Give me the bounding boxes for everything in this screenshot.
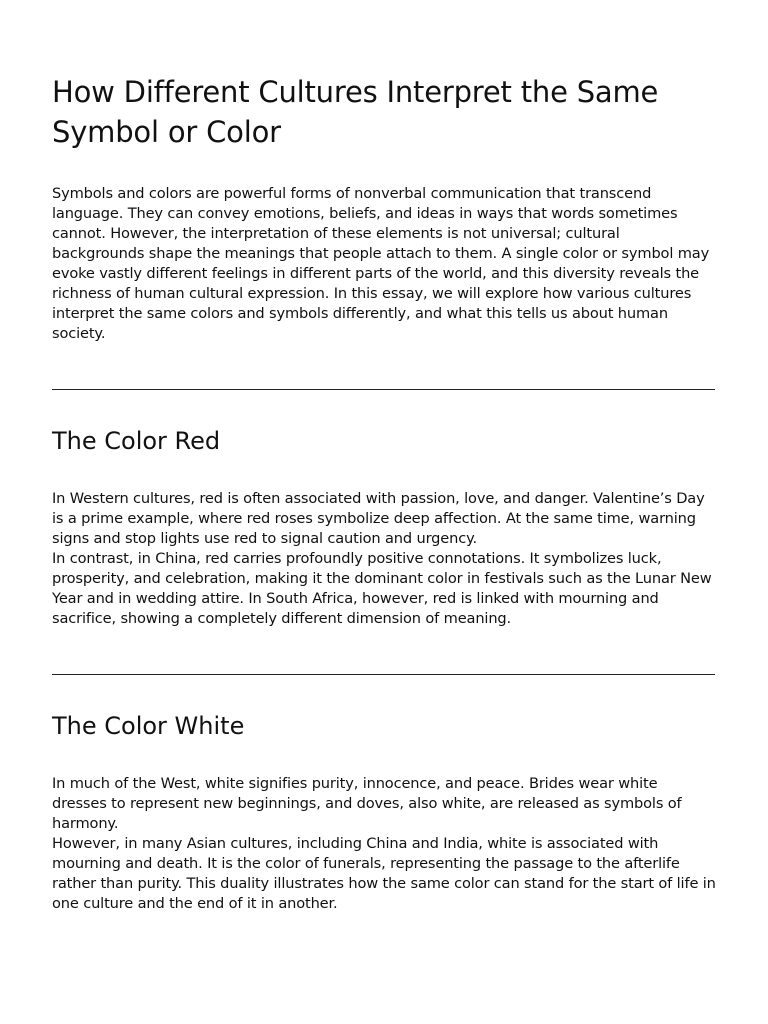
section-paragraph: In Western cultures, red is often associated with passion, love, and danger. Valentine’s Day is a prime example, where red roses symbolize deep affection. At the same time, warning signs and stop lights use red to signal caution and urgency. [52, 490, 705, 547]
page-title: How Different Cultures Interpret the Same Symbol or Color [52, 75, 659, 149]
section-heading-red: The Color Red [52, 427, 221, 455]
section-paragraph: However, in many Asian cultures, including China and India, white is associated with mourning and death. It is the color of funerals, representing the passage to the afterlife rather than purity. This duality illustrates how the same color can stand for the start of life in one culture and the end of it in another. [52, 835, 716, 912]
intro-paragraph: Symbols and colors are powerful forms of nonverbal communication that transcend language. They can convey emotions, beliefs, and ideas in ways that words sometimes cannot. However, the interpretation of these elements is not universal; cultural backgrounds shape the meanings that people attach to them. A single color or symbol may evoke vastly different feelings in different parts of the world, and this diversity reveals the richness of human cultural expression. In this essay, we will explore how various cultures interpret the same colors and symbols differently, and what this tells us about human society. [52, 185, 710, 342]
section-paragraph: In contrast, in China, red carries profoundly positive connotations. It symbolizes luck, prosperity, and celebration, making it the dominant color in festivals such as the Lunar New Year and in wedding attire. In South Africa, however, red is linked with mourning and sacrifice, showing a completely different dimension of meaning. [52, 550, 712, 627]
section-divider [52, 674, 715, 675]
section-body-white [52, 774, 716, 914]
section-body-red [52, 489, 716, 629]
section-divider [52, 389, 715, 390]
section-paragraph: In much of the West, white signifies purity, innocence, and peace. Brides wear white dresses to represent new beginnings, and doves, also white, are released as symbols of harmony. [52, 775, 682, 832]
section-heading-white: The Color White [52, 712, 245, 740]
